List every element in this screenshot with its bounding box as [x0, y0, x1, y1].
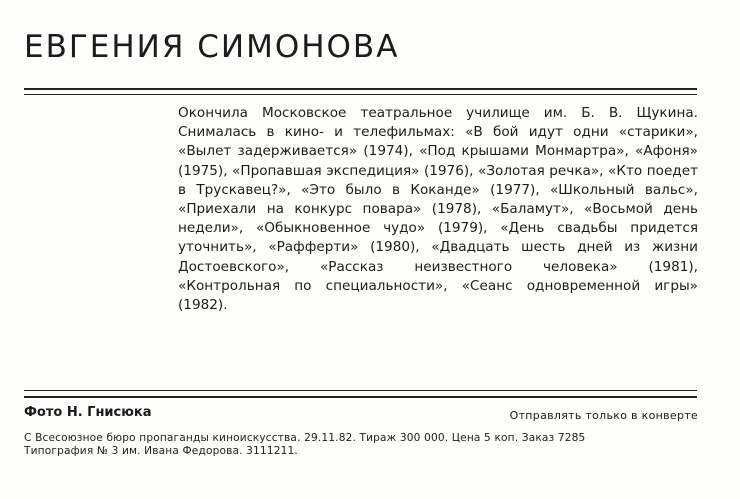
photo-credit: Фото Н. Гнисюка	[24, 405, 152, 420]
footer-divider-bottom	[24, 396, 697, 398]
biography-text: Окончила Московское театральное училище им. Б. В. Щукина. Снималась в кино- и телефильмах: «В бой идут одни «старики», «Вылет задерживается» (1974), «Под крышами Монмартра», «Афоня» (1975), «Пропавшая экспедиция» (1976), «Золотая речка», «Кто поедет в Трускавец?», «Это было в Коканде» (1977), «Школьный вальс», «Приехали на конкурс повара» (1978), «Баламут», «Восьмой день недели», «Обыкновенное чудо» (1979), «День свадьбы придется уточнить», «Рафферти» (1980), «Двадцать шесть дней из жизни Достоевского», «Рассказ неизвестного человека» (1981), «Контрольная по специальности», «Сеанс одновременной игры» (1982).	[178, 105, 698, 314]
title-divider-bottom	[24, 94, 697, 95]
page-title: ЕВГЕНИЯ СИМОНОВА	[24, 29, 400, 65]
footer-divider-top	[24, 390, 697, 391]
imprint-line-2: Типография № 3 им. Ивана Федорова. 3111211.	[24, 445, 298, 457]
publisher-imprint	[24, 432, 700, 458]
imprint-line-1: С Всесоюзное бюро пропаганды киноискусства. 29.11.82. Тираж 300 000. Цена 5 коп. Заказ 7285	[24, 432, 586, 444]
send-instruction: Отправлять только в конверте	[509, 409, 698, 422]
title-divider-top	[24, 88, 697, 90]
